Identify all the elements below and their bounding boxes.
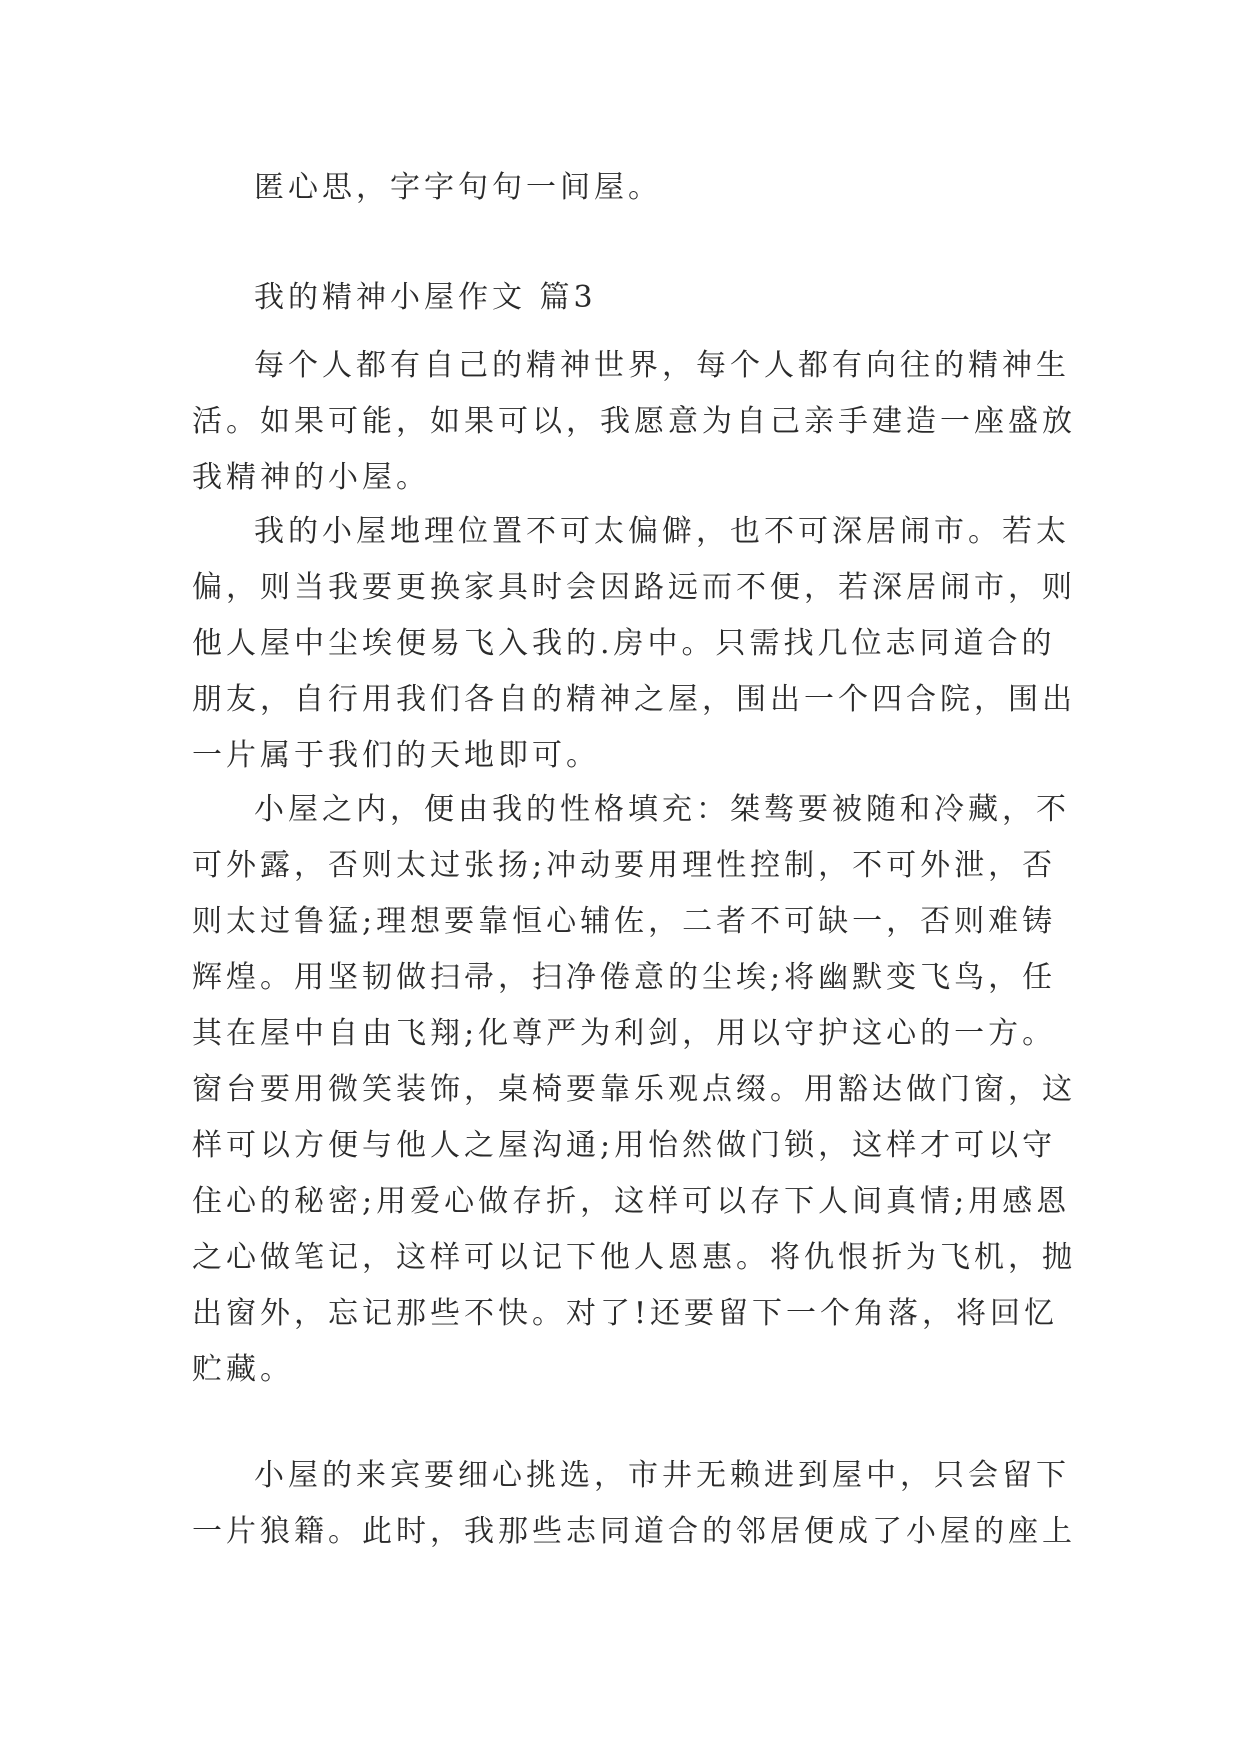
text-line: 可外露，否则太过张扬;冲动要用理性控制，不可外泄，否 [192, 848, 1057, 883]
text-line: 样可以方便与他人之屋沟通;用怡然做门锁，这样才可以守 [192, 1128, 1057, 1163]
text-line: 贮藏。 [192, 1352, 294, 1387]
text-line: 小屋之内，便由我的性格填充：桀骜要被随和冷藏，不 [254, 792, 1070, 827]
text-line: 他人屋中尘埃便易飞入我的.房中。只需找几位志同道合的 [192, 626, 1056, 661]
text-line: 我的小屋地理位置不可太偏僻，也不可深居闹市。若太 [254, 514, 1070, 549]
section-title [192, 270, 1114, 326]
text-line: 住心的秘密;用爱心做存折，这样可以存下人间真情;用感恩 [192, 1184, 1071, 1219]
text-line: 活。如果可能，如果可以，我愿意为自己亲手建造一座盛放 [192, 404, 1076, 439]
text-line: 匿心思，字字句句一间屋。 [254, 170, 662, 205]
text-line: 之心做笔记，这样可以记下他人恩惠。将仇恨折为飞机，抛 [192, 1240, 1076, 1275]
text-line: 偏，则当我要更换家具时会因路远而不便，若深居闹市，则 [192, 570, 1076, 605]
paragraph [192, 1448, 1076, 1560]
text-line: 则太过鲁猛;理想要靠恒心辅佐，二者不可缺一，否则难铸 [192, 904, 1057, 939]
text-line: 其在屋中自由飞翔;化尊严为利剑，用以守护这心的一方。 [192, 1016, 1057, 1051]
paragraph [192, 782, 1076, 1398]
text-line: 辉煌。用坚韧做扫帚，扫净倦意的尘埃;将幽默变飞鸟，任 [192, 960, 1057, 995]
paragraph [192, 504, 1076, 784]
text-line: 出窗外，忘记那些不快。对了!还要留下一个角落，将回忆 [192, 1296, 1059, 1331]
title-text: 我的精神小屋作文 篇3 [254, 280, 597, 315]
text-line: 小屋的来宾要细心挑选，市井无赖进到屋中，只会留下 [254, 1458, 1070, 1493]
text-line: 窗台要用微笑装饰，桌椅要靠乐观点缀。用豁达做门窗，这 [192, 1072, 1076, 1107]
intro-line [192, 160, 1114, 216]
text-line: 一片狼籍。此时，我那些志同道合的邻居便成了小屋的座上 [192, 1514, 1076, 1549]
text-line: 朋友，自行用我们各自的精神之屋，围出一个四合院，围出 [192, 682, 1076, 717]
text-line: 一片属于我们的天地即可。 [192, 738, 600, 773]
text-line: 每个人都有自己的精神世界，每个人都有向往的精神生 [254, 348, 1070, 383]
paragraph [192, 338, 1076, 506]
text-line: 我精神的小屋。 [192, 460, 430, 495]
